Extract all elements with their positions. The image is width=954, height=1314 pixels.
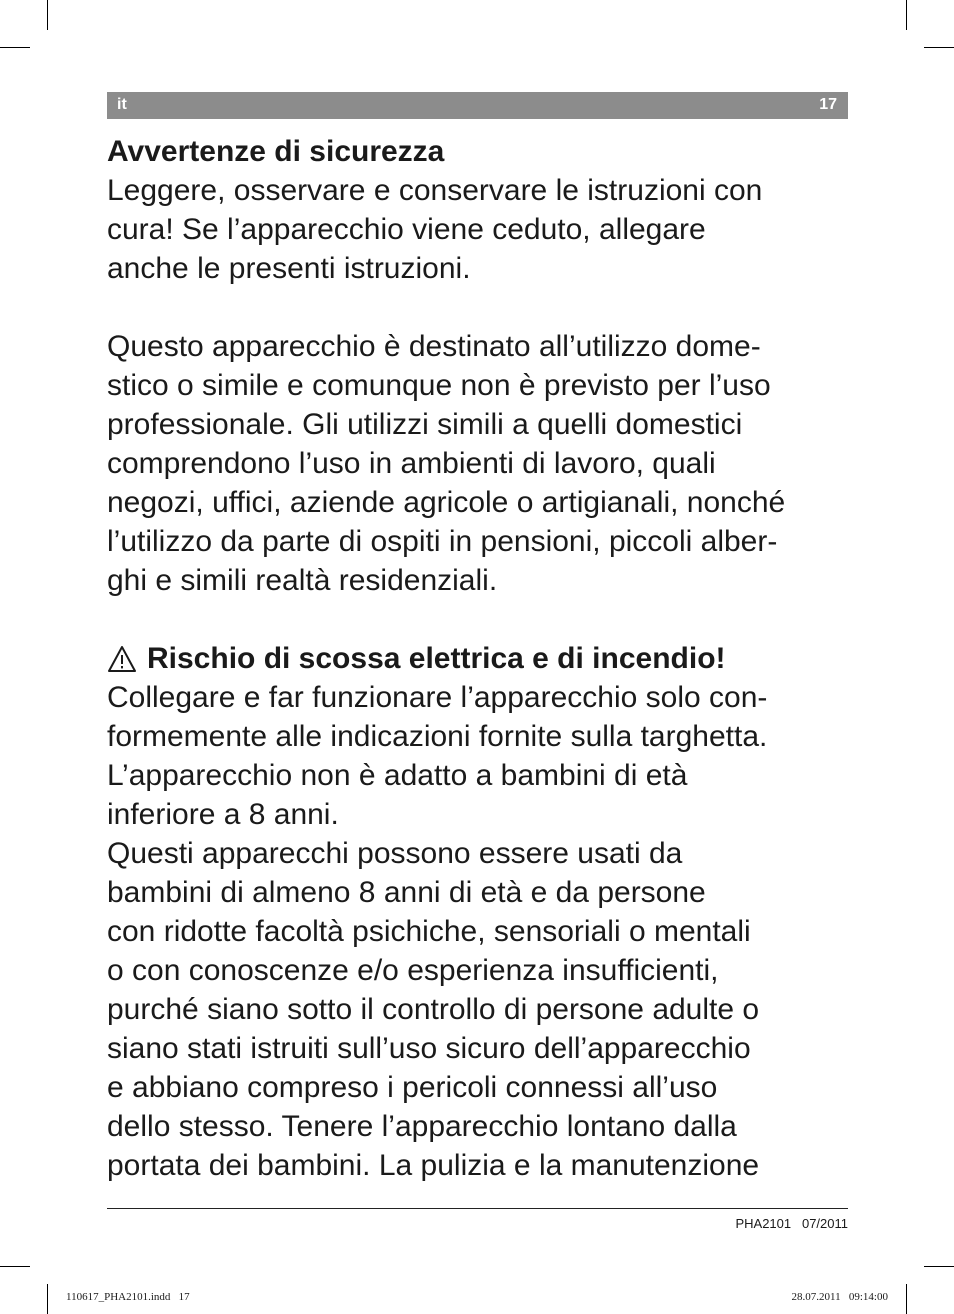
- crop-mark: [906, 1284, 907, 1314]
- text-line: portata dei bambini. La pulizia e la manutenzione: [107, 1149, 760, 1182]
- text-line: cura! Se l’apparecchio viene ceduto, allegare: [107, 213, 706, 246]
- text-line: ghi e simili realtà residenziali.: [107, 564, 498, 597]
- usage-paragraph: [107, 327, 852, 600]
- text-line: formemente alle indicazioni fornite sulla targhetta.: [107, 720, 768, 753]
- text-line: professionale. Gli utilizzi simili a quelli domestici: [107, 408, 743, 441]
- text-line: e abbiano compreso i pericoli connessi all’uso: [107, 1071, 718, 1104]
- warning-triangle-icon: [107, 645, 137, 673]
- text-line: dello stesso. Tenere l’apparecchio lontano dalla: [107, 1110, 737, 1143]
- crop-mark: [47, 1284, 48, 1314]
- text-line: con ridotte facoltà psichiche, sensoriali o mentali: [107, 915, 751, 948]
- text-line: inferiore a 8 anni.: [107, 798, 339, 831]
- crop-mark: [906, 0, 907, 30]
- warning-heading: [107, 639, 852, 678]
- text-line: comprendono l’uso in ambienti di lavoro, quali: [107, 447, 716, 480]
- warning-title: Rischio di scossa elettrica e di incendio!: [147, 642, 726, 675]
- header-bar: [107, 92, 848, 119]
- text-line: bambini di almeno 8 anni di età e da persone: [107, 876, 706, 909]
- print-slug-file: 110617_PHA2101.indd 17: [66, 1291, 190, 1303]
- warning-paragraph: [107, 678, 852, 1185]
- text-line: L’apparecchio non è adatto a bambini di età: [107, 759, 688, 792]
- text-line: negozi, uffici, aziende agricole o artigianali, nonché: [107, 486, 786, 519]
- section-title: Avvertenze di sicurezza: [107, 135, 445, 168]
- crop-mark: [924, 1266, 954, 1267]
- text-line: o con conoscenze e/o esperienza insufficienti,: [107, 954, 719, 987]
- intro-paragraph: [107, 171, 852, 288]
- text-line: Leggere, osservare e conservare le istruzioni con: [107, 174, 763, 207]
- text-line: Questo apparecchio è destinato all’utilizzo dome-: [107, 330, 761, 363]
- text-line: anche le presenti istruzioni.: [107, 252, 471, 285]
- text-line: stico o simile e comunque non è previsto per l’uso: [107, 369, 771, 402]
- text-line: siano stati istruiti sull’uso sicuro dell’apparecchio: [107, 1032, 751, 1065]
- footer-model-date: [735, 1216, 848, 1231]
- page-number: 17: [819, 96, 837, 113]
- print-slug-timestamp: 28.07.2011 09:14:00: [791, 1291, 888, 1303]
- model-number: PHA2101: [735, 1216, 792, 1231]
- crop-mark: [0, 47, 30, 48]
- text-line: Collegare e far funzionare l’apparecchio solo con-: [107, 681, 768, 714]
- text-line: l’utilizzo da parte di ospiti in pensioni, piccoli alber-: [107, 525, 778, 558]
- text-line: Questi apparecchi possono essere usati da: [107, 837, 683, 870]
- text-line: purché siano sotto il controllo di persone adulte o: [107, 993, 760, 1026]
- crop-mark: [0, 1266, 30, 1267]
- crop-mark: [47, 0, 48, 30]
- page-body: [107, 132, 852, 1185]
- footer-rule: [107, 1208, 848, 1209]
- crop-mark: [924, 47, 954, 48]
- edition-date: 07/2011: [801, 1216, 848, 1231]
- language-code: it: [117, 96, 127, 113]
